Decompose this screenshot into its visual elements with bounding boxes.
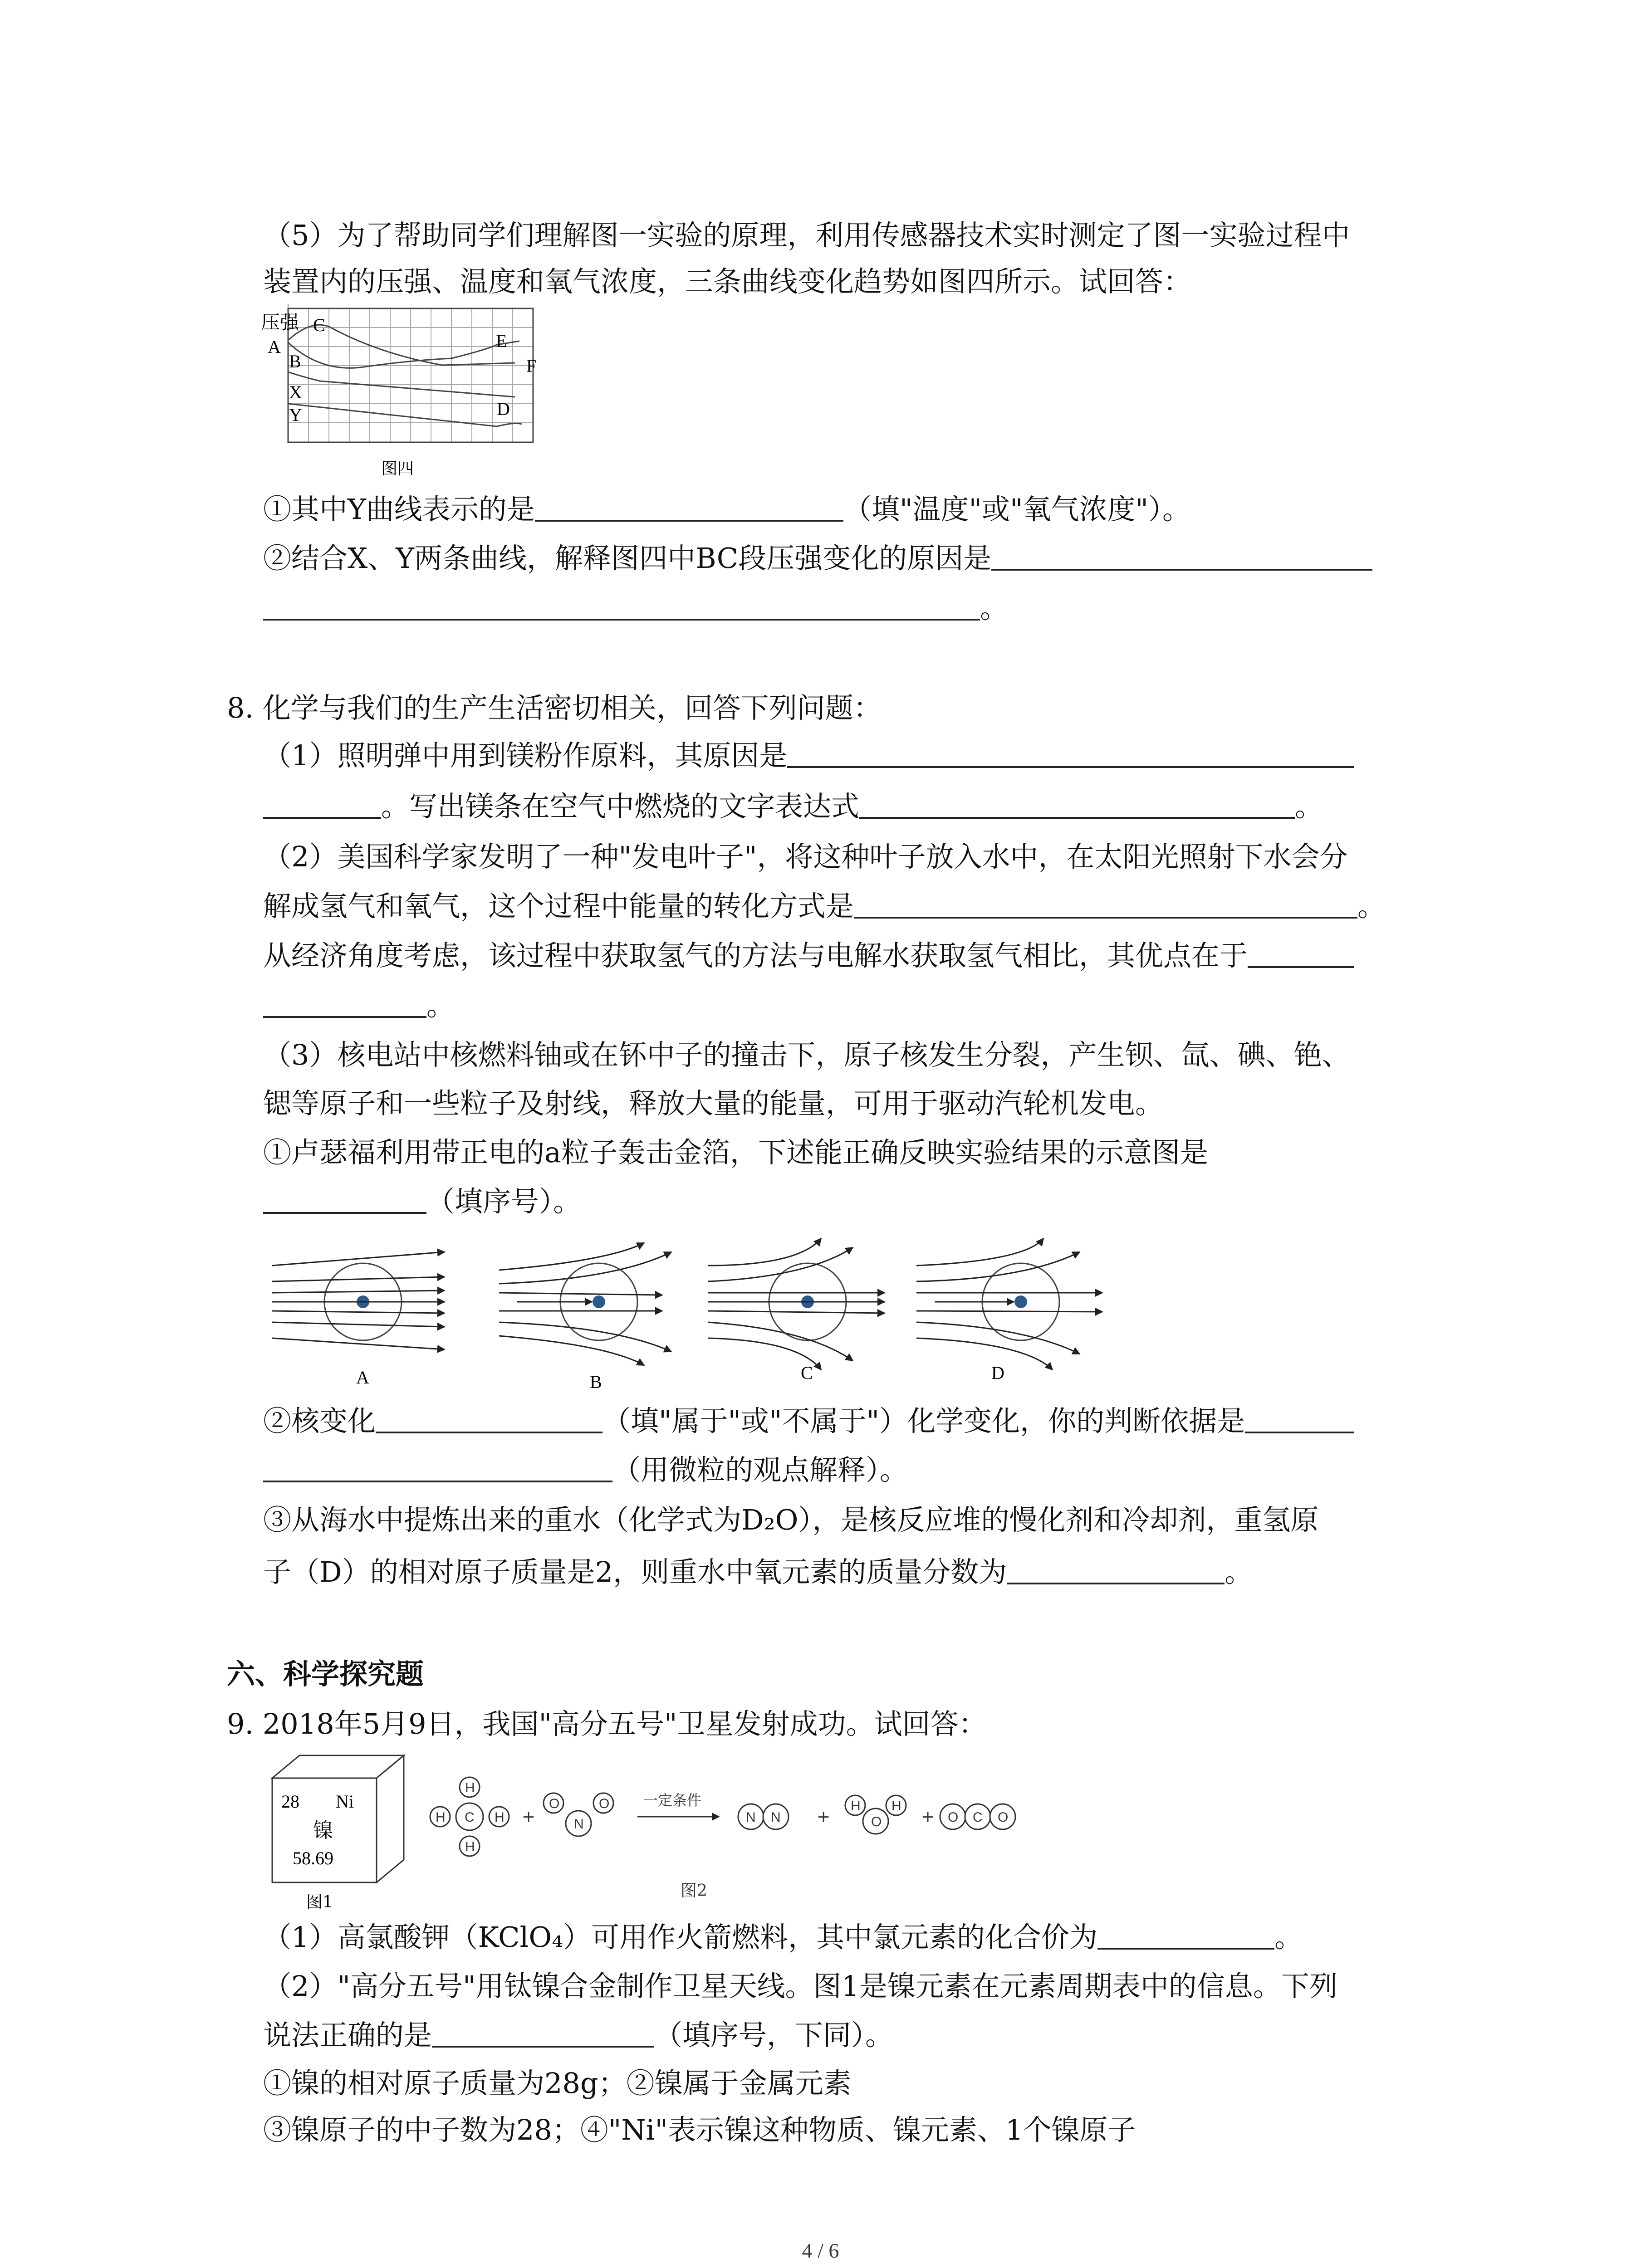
answer-blank[interactable]: [854, 890, 1357, 919]
reaction-diagram: [422, 1760, 1066, 1905]
q8-3c: ①卢瑟福利用带正电的a粒子轰击金箔，下述能正确反映实验结果的示意图是: [263, 1136, 1208, 1169]
reaction-condition: 一定条件: [643, 1792, 702, 1809]
svg-text:O: O: [871, 1814, 882, 1829]
figure2-caption: 图2: [681, 1882, 707, 1900]
atomic-number: 28: [281, 1791, 299, 1812]
option-A-diagram: [272, 1252, 445, 1388]
q8-3b: 锶等原子和一些粒子及射线，释放大量的能量，可用于驱动汽轮机发电。: [263, 1087, 1164, 1120]
element-symbol: Ni: [336, 1791, 354, 1812]
plus-sign: +: [817, 1808, 831, 1826]
q7-5-line1: （5）为了帮助同学们理解图一实验的原理，利用传感器技术实时测定了图一实验过程中: [263, 219, 1350, 252]
svg-text:H: H: [465, 1839, 475, 1854]
plus-sign: +: [921, 1808, 935, 1826]
q8-3d: （填序号）。: [263, 1183, 581, 1220]
svg-text:H: H: [851, 1799, 861, 1813]
label-D: D: [497, 399, 510, 419]
answer-blank[interactable]: [263, 1185, 426, 1214]
q7-5-line2: 装置内的压强、温度和氧气浓度，三条曲线变化趋势如图四所示。试回答：: [263, 265, 1192, 298]
q8-2b: 解成氢气和氧气，这个过程中能量的转化方式是 。: [263, 890, 1386, 923]
plus-sign: +: [522, 1808, 536, 1826]
nickel-element-box: [268, 1751, 417, 1914]
label-C: C: [801, 1363, 813, 1383]
axis-label: 压强: [261, 313, 299, 333]
answer-blank[interactable]: [535, 493, 843, 522]
option-C-diagram: [708, 1238, 885, 1383]
q9-1: （1）高氯酸钾（KClO₄）可用作火箭燃料，其中氯元素的化合价为 。: [263, 1921, 1303, 1954]
svg-text:O: O: [599, 1796, 610, 1811]
label-B: B: [289, 351, 301, 371]
answer-blank[interactable]: [432, 2019, 654, 2048]
svg-text:O: O: [998, 1810, 1009, 1825]
atomic-mass: 58.69: [293, 1848, 333, 1868]
label-E: E: [496, 331, 507, 351]
q9-title: 9. 2018年5月9日，我国"高分五号"卫星发射成功。试回答：: [227, 1707, 987, 1740]
answer-blank[interactable]: [376, 1404, 603, 1433]
q9-2a: （2）"高分五号"用钛镍合金制作卫星天线。图1是镍元素在元素周期表中的信息。下列: [263, 1970, 1337, 2003]
q9-options-1: ①镍的相对原子质量为28g；②镍属于金属元素: [263, 2067, 852, 2100]
figure4-caption: 图四: [381, 459, 414, 478]
svg-text:H: H: [495, 1810, 505, 1825]
svg-text:O: O: [948, 1810, 959, 1825]
answer-blank[interactable]: [263, 989, 426, 1018]
q8-1a: （1）照明弹中用到镁粉作原料，其原因是: [263, 737, 1354, 774]
q7-5-2-cont: 。: [263, 590, 1008, 627]
label-F: F: [526, 356, 537, 376]
element-name: 镍: [313, 1819, 333, 1842]
label-X: X: [289, 382, 302, 402]
label-B: B: [590, 1372, 602, 1392]
q8-title: 8. 化学与我们的生产生活密切相关，回答下列问题：: [227, 691, 882, 724]
answer-blank[interactable]: [991, 542, 1372, 571]
page-number: 4 / 6: [802, 2239, 839, 2262]
answer-blank[interactable]: [263, 790, 381, 819]
q9-options-2: ③镍原子的中子数为28；④"Ni"表示镍这种物质、镍元素、1个镍原子: [263, 2113, 1136, 2146]
svg-text:C: C: [465, 1810, 475, 1825]
answer-blank[interactable]: [859, 790, 1295, 819]
q7-5-2: ②结合X、Y两条曲线，解释图四中BC段压强变化的原因是: [263, 540, 1372, 577]
answer-blank[interactable]: [1007, 1555, 1225, 1584]
label-A: A: [268, 337, 281, 357]
svg-text:N: N: [574, 1817, 584, 1832]
answer-blank[interactable]: [1248, 939, 1354, 968]
q8-3f: （用微粒的观点解释）。: [263, 1452, 908, 1489]
svg-text:N: N: [746, 1810, 756, 1825]
q8-2a: （2）美国科学家发明了一种"发电叶子"，将这种叶子放入水中，在太阳光照射下水会分: [263, 840, 1348, 873]
answer-blank[interactable]: [263, 1453, 612, 1482]
q8-1b: 。写出镁条在空气中燃烧的文字表达式 。: [263, 788, 1323, 825]
q9-2b: 说法正确的是 （填序号，下同）。: [263, 2019, 894, 2052]
label-A: A: [356, 1367, 369, 1388]
label-Y: Y: [289, 405, 302, 425]
answer-blank[interactable]: [1245, 1404, 1354, 1433]
q8-3g: ③从海水中提炼出来的重水（化学式为D₂O），是核反应堆的慢化剂和冷却剂，重氢原: [263, 1503, 1319, 1536]
q7-5-1: ①其中Y曲线表示的是 （填"温度"或"氧气浓度"）。: [263, 493, 1191, 526]
svg-text:N: N: [771, 1810, 781, 1825]
option-B-diagram: [499, 1243, 671, 1392]
answer-blank[interactable]: [263, 591, 980, 621]
figure1-caption: 图1: [306, 1893, 333, 1911]
q8-2d: 。: [263, 987, 455, 1024]
q8-2c: 从经济角度考虑，该过程中获取氢气的方法与电解水获取氢气相比，其优点在于: [263, 937, 1354, 974]
q8-3a: （3）核电站中核燃料铀或在钚中子的撞击下，原子核发生分裂，产生钡、氙、碘、铯、: [263, 1038, 1350, 1071]
answer-blank[interactable]: [1097, 1921, 1274, 1950]
label-D: D: [991, 1363, 1004, 1383]
option-D-diagram: [916, 1238, 1102, 1383]
label-C: C: [313, 315, 325, 335]
svg-text:H: H: [465, 1780, 475, 1795]
section6-title: 六、科学探究题: [227, 1657, 424, 1691]
q8-3h: 子（D）的相对原子质量是2，则重水中氧元素的质量分数为 。: [263, 1555, 1253, 1589]
answer-blank[interactable]: [787, 739, 1354, 768]
svg-text:H: H: [436, 1810, 446, 1825]
svg-text:C: C: [973, 1810, 983, 1825]
q8-3e: ②核变化 （填"属于"或"不属于"）化学变化，你的判断依据是: [263, 1403, 1354, 1440]
svg-text:H: H: [892, 1799, 901, 1813]
figure4-pressure-chart: [261, 304, 560, 485]
svg-text:O: O: [549, 1796, 560, 1811]
rutherford-figures: [263, 1234, 1171, 1406]
